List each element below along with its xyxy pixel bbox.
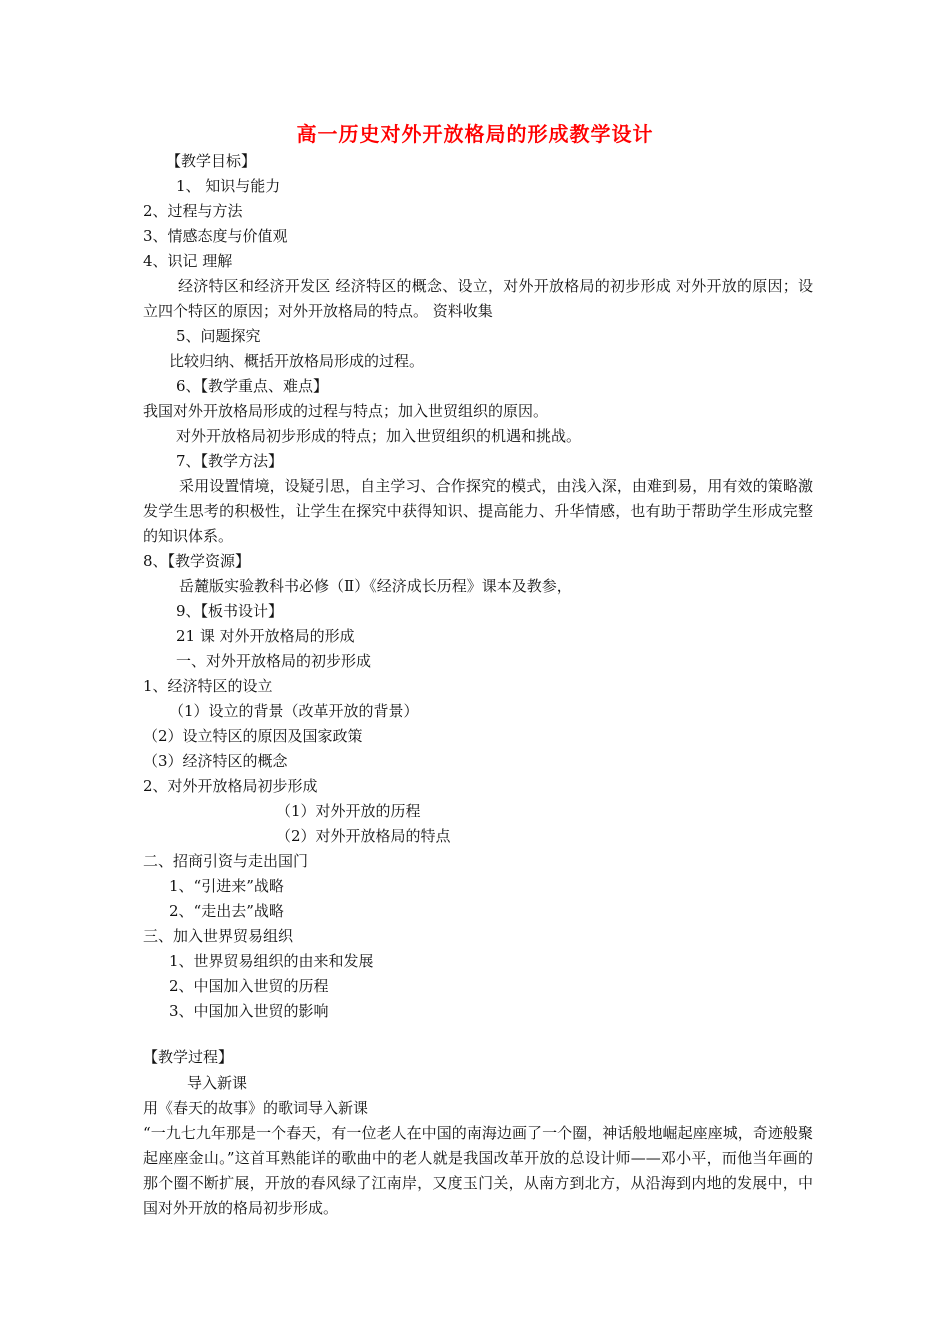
goals-heading: 【教学目标】 [166,152,257,170]
outline-item: （2）设立特区的原因及国家政策 [143,727,363,745]
board-design-heading: 9、【板书设计】 [176,602,284,620]
goal-inquiry-detail: 比较归纳、概括开放格局形成的过程。 [169,352,425,370]
outline-item: 三、加入世界贸易组织 [143,927,294,945]
outline-item: 一、对外开放格局的初步形成 [176,652,372,670]
resources-text: 岳麓版实验教科书必修（Ⅱ）《经济成长历程》课本及教参， [179,577,572,595]
difficult-points: 对外开放格局初步形成的特点；加入世贸组织的机遇和挑战。 [176,427,582,445]
outline-item: 1、经济特区的设立 [143,677,273,695]
key-difficult-heading: 6、【教学重点、难点】 [176,377,329,395]
goal-knowledge: 1、 知识与能力 [176,177,281,195]
method-heading: 7、【教学方法】 [176,452,284,470]
lesson-line: 21 课 对外开放格局的形成 [176,627,355,645]
key-points: 我国对外开放格局形成的过程与特点；加入世贸组织的原因。 [143,402,549,420]
method-text: 采用设置情境，设疑引思，自主学习、合作探究的模式，由浅入深，由难到易，用有效的策略激发学生思考的积极性，让学生在探究中获得知识、提高能力、升华情感，也有助于帮助学生形成完整的知识体系。 [143,477,813,545]
goal-memorize: 4、识记 理解 [143,252,233,270]
document-title: 高一历史对外开放格局的形成教学设计 [296,122,654,146]
outline-item: 3、中国加入世贸的影响 [169,1002,329,1020]
outline-item: 1、“引进来”战略 [169,877,284,895]
intro-paragraph: “一九七九年那是一个春天，有一位老人在中国的南海边画了一个圈，神话般地崛起座座城，奇迹般聚起座座金山。”这首耳熟能详的歌曲中的老人就是我国改革开放的总设计师——邓小平，而他当年画的那个圈不断扩展，开放的春风绿了江南岸，又度玉门关，从南方到北方，从沿海到内地的发展中，中国对外开放的格局初步形成。 [143,1124,813,1217]
outline-item: 二、招商引资与走出国门 [143,852,309,870]
outline-item: （1）设立的背景（改革开放的背景） [169,702,419,720]
goal-process: 2、过程与方法 [143,202,243,220]
outline-item: （3）经济特区的概念 [143,752,288,770]
outline-item: 2、“走出去”战略 [169,902,284,920]
outline-item: 1、世界贸易组织的由来和发展 [169,952,374,970]
outline-item: 2、中国加入世贸的历程 [169,977,329,995]
goal-memorize-detail: 经济特区和经济开发区 经济特区的概念、设立，对外开放格局的初步形成 对外开放的原因；设立四个特区的原因；对外开放格局的特点。 资料收集 [143,277,813,320]
outline-item: （1）对外开放的历程 [276,802,421,820]
outline-item: （2）对外开放格局的特点 [276,827,451,845]
outline-item: 2、对外开放格局初步形成 [143,777,318,795]
intro-heading: 导入新课 [187,1074,248,1092]
goal-attitude: 3、情感态度与价值观 [143,227,288,245]
resources-heading: 8、【教学资源】 [143,552,251,570]
goal-inquiry: 5、问题探究 [176,327,261,345]
intro-line: 用《春天的故事》的歌词导入新课 [143,1099,369,1117]
process-heading: 【教学过程】 [143,1048,234,1066]
